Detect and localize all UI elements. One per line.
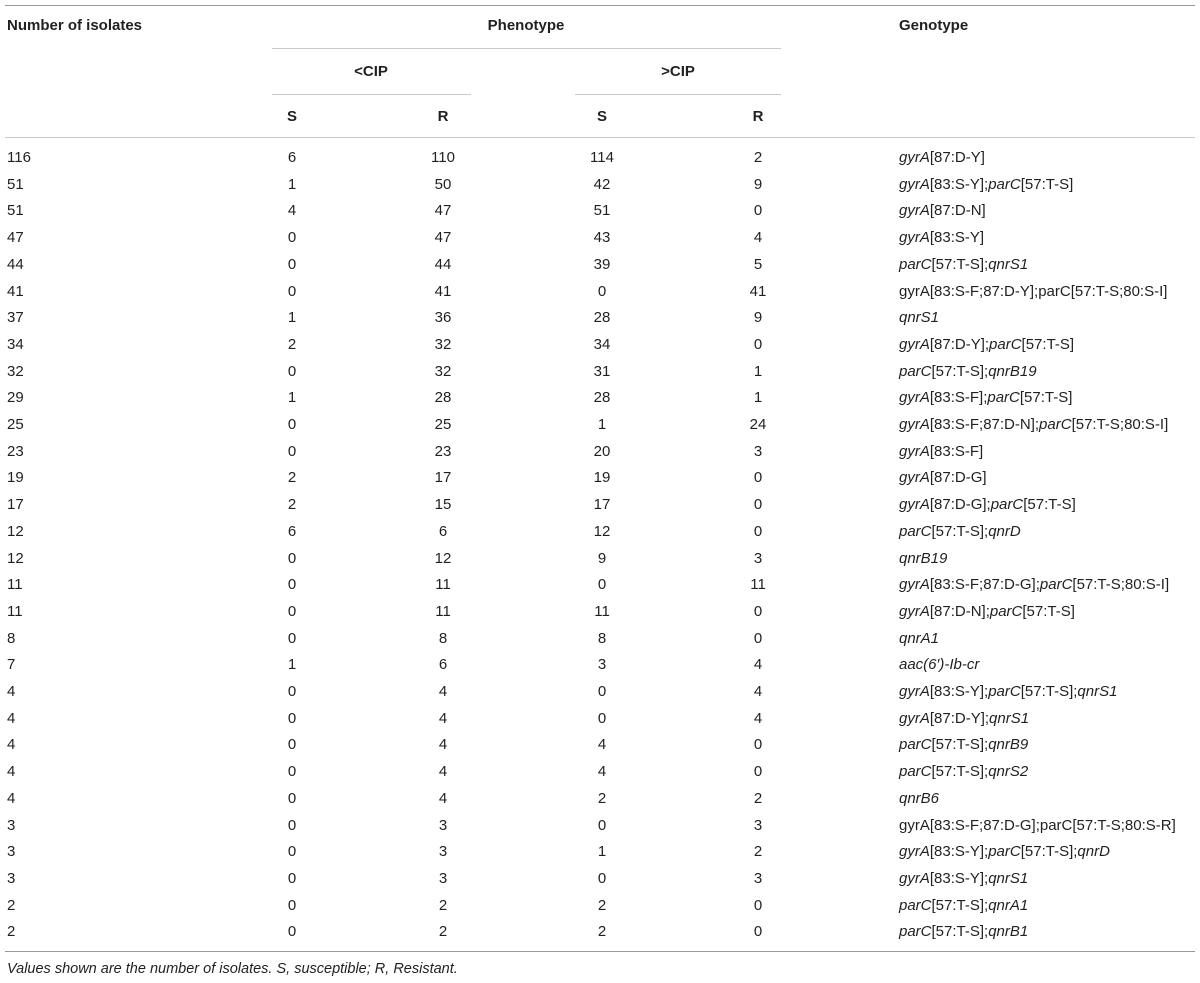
cell-lt-cip-s: 0: [287, 282, 297, 300]
genotype-segment: gyrA[83:S-F;87:D-G];parC[57:T-S;80:S-R]: [899, 816, 1176, 834]
cell-gt-cip-r: 0: [753, 335, 763, 353]
cell-gt-cip-s: 3: [597, 656, 607, 674]
header-gt-cip-r: R: [752, 108, 764, 125]
genotype-segment: gyrA: [899, 202, 930, 220]
cell-lt-cip-r: 23: [434, 442, 452, 460]
genotype-segment: gyrA: [899, 843, 930, 861]
table-bottom-rule: [5, 951, 1195, 952]
cell-gt-cip-s: 4: [597, 763, 607, 781]
header-number-of-isolates: Number of isolates: [7, 17, 143, 34]
genotype-segment: [57:T-S]: [1021, 335, 1075, 353]
cell-lt-cip-r: 4: [438, 683, 448, 700]
header-gt-cip-s: S: [596, 108, 608, 125]
cell-gt-cip-r: 11: [750, 576, 766, 594]
cell-genotype: [899, 817, 1176, 835]
cell-gt-cip-r: 4: [753, 656, 763, 674]
cell-gt-cip-s: 51: [593, 202, 611, 220]
genotype-segment: gyrA: [899, 576, 930, 594]
cell-lt-cip-s: 0: [287, 362, 297, 380]
genotype-segment: [57:T-S];: [1020, 843, 1078, 861]
cell-gt-cip-r: 4: [753, 683, 763, 700]
genotype-segment: gyrA: [899, 149, 930, 166]
genotype-segment: [87:D-N];: [929, 602, 990, 620]
genotype-segment: parC: [988, 175, 1021, 193]
cell-number-of-isolates: 37: [7, 309, 24, 327]
genotype-segment: parC: [989, 602, 1023, 620]
genotype-segment: qnrB9: [988, 736, 1029, 754]
cell-lt-cip-s: 0: [287, 602, 297, 620]
cell-gt-cip-s: 11: [594, 602, 610, 620]
genotype-segment: [87:D-Y];: [929, 709, 990, 727]
cell-gt-cip-s: 2: [597, 896, 607, 914]
cell-lt-cip-s: 0: [287, 869, 297, 887]
cell-number-of-isolates: 11: [7, 602, 23, 620]
cell-gt-cip-r: 0: [753, 602, 763, 620]
cell-gt-cip-s: 0: [597, 282, 607, 300]
cell-number-of-isolates: 41: [7, 282, 24, 300]
cell-gt-cip-r: 3: [753, 816, 763, 834]
cell-gt-cip-r: 0: [753, 202, 763, 220]
cell-lt-cip-s: 0: [287, 763, 297, 781]
cell-genotype: [899, 416, 1168, 434]
cell-lt-cip-r: 44: [434, 255, 452, 273]
header-lt-cip-s: S: [286, 108, 298, 125]
cell-lt-cip-r: 50: [434, 175, 452, 193]
cell-number-of-isolates: 17: [7, 496, 24, 514]
cell-lt-cip-s: 2: [287, 469, 297, 487]
genotype-segment: parC: [899, 522, 932, 540]
cell-lt-cip-s: 0: [287, 736, 297, 754]
genotype-segment: gyrA: [899, 442, 930, 460]
cell-number-of-isolates: 2: [7, 923, 16, 941]
cell-genotype: [899, 336, 1074, 354]
cell-gt-cip-s: 31: [593, 362, 611, 380]
cell-lt-cip-r: 4: [438, 736, 448, 754]
cell-lt-cip-s: 0: [287, 416, 297, 433]
gt-cip-underline: [575, 94, 781, 95]
cell-lt-cip-r: 28: [434, 389, 452, 407]
cell-gt-cip-r: 3: [753, 549, 763, 567]
lt-cip-underline: [272, 94, 471, 95]
genotype-segment: qnrB19: [988, 362, 1037, 380]
cell-gt-cip-s: 114: [590, 149, 614, 166]
cell-gt-cip-s: 28: [593, 309, 611, 327]
cell-gt-cip-r: 0: [753, 469, 763, 487]
cell-gt-cip-s: 0: [597, 683, 607, 700]
cell-lt-cip-r: 25: [434, 416, 452, 433]
cell-genotype: [899, 149, 985, 167]
cell-number-of-isolates: 23: [7, 442, 24, 460]
cell-genotype: [899, 202, 986, 220]
cell-genotype: [899, 603, 1075, 621]
cell-lt-cip-r: 17: [434, 469, 452, 487]
cell-gt-cip-r: 0: [753, 496, 763, 514]
cell-lt-cip-r: 6: [438, 522, 448, 540]
cell-lt-cip-s: 0: [287, 896, 297, 914]
genotype-segment: [57:T-S];: [931, 362, 989, 380]
cell-gt-cip-r: 24: [749, 416, 767, 433]
cell-number-of-isolates: 32: [7, 362, 24, 380]
cell-lt-cip-s: 1: [287, 389, 297, 407]
cell-lt-cip-s: 2: [287, 496, 297, 514]
genotype-segment: [87:D-Y];: [929, 335, 990, 353]
cell-genotype: [899, 363, 1037, 381]
cell-gt-cip-s: 0: [597, 709, 607, 727]
cell-lt-cip-s: 6: [287, 522, 297, 540]
cell-number-of-isolates: 4: [7, 763, 16, 781]
genotype-segment: [57:T-S];: [931, 255, 989, 273]
genotype-segment: qnrB19: [899, 549, 948, 567]
genotype-segment: [57:T-S];: [931, 923, 989, 941]
cell-genotype: [899, 443, 983, 461]
phenotype-underline: [272, 48, 781, 49]
genotype-segment: gyrA: [899, 869, 930, 887]
cell-lt-cip-s: 0: [287, 549, 297, 567]
cell-gt-cip-r: 9: [753, 175, 763, 193]
cell-lt-cip-r: 6: [438, 656, 448, 674]
cell-number-of-isolates: 3: [7, 869, 16, 887]
genotype-segment: parC: [899, 896, 932, 914]
cell-gt-cip-s: 17: [593, 496, 611, 514]
genotype-segment: [83:S-Y];: [929, 869, 989, 887]
genotype-segment: qnrA1: [988, 896, 1029, 914]
cell-gt-cip-r: 2: [753, 843, 763, 861]
cell-genotype: [899, 523, 1021, 541]
genotype-segment: qnrS1: [989, 709, 1030, 727]
cell-lt-cip-s: 0: [287, 923, 297, 941]
cell-genotype: [899, 283, 1167, 301]
header-lt-cip: <CIP: [354, 63, 388, 80]
genotype-segment: qnrS2: [988, 763, 1029, 781]
cell-lt-cip-s: 0: [287, 255, 297, 273]
genotype-segment: [87:D-N]: [929, 202, 986, 220]
cell-genotype: [899, 389, 1072, 407]
genotype-segment: [83:S-F;87:D-G];: [929, 576, 1040, 594]
cell-gt-cip-r: 1: [753, 389, 763, 407]
header-genotype: Genotype: [899, 17, 969, 34]
genotype-segment: parC: [988, 683, 1021, 700]
cell-gt-cip-s: 19: [593, 469, 611, 487]
genotype-segment: gyrA: [899, 335, 930, 353]
cell-genotype: [899, 550, 947, 568]
cell-lt-cip-r: 11: [435, 602, 451, 620]
genotype-segment: qnrA1: [899, 629, 940, 647]
cell-gt-cip-r: 3: [753, 442, 763, 460]
cell-number-of-isolates: 51: [7, 175, 24, 193]
cell-number-of-isolates: 12: [7, 549, 24, 567]
genotype-segment: [57:T-S];: [931, 522, 989, 540]
genotype-segment: gyrA: [899, 389, 930, 407]
genotype-segment: [83:S-Y]: [929, 229, 985, 247]
genotype-segment: [87:D-G];: [929, 496, 991, 514]
cell-lt-cip-s: 1: [287, 656, 297, 674]
genotype-segment: [87:D-Y]: [929, 149, 985, 166]
cell-lt-cip-r: 3: [438, 843, 448, 861]
genotype-segment: [57:T-S];: [931, 763, 989, 781]
cell-lt-cip-s: 0: [287, 843, 297, 861]
cell-lt-cip-r: 47: [434, 229, 452, 247]
cell-gt-cip-r: 1: [753, 362, 763, 380]
cell-number-of-isolates: 8: [7, 629, 16, 647]
cell-gt-cip-s: 2: [597, 789, 607, 807]
cell-gt-cip-s: 42: [593, 175, 611, 193]
cell-number-of-isolates: 29: [7, 389, 24, 407]
cell-gt-cip-s: 9: [597, 549, 607, 567]
cell-gt-cip-r: 5: [753, 255, 763, 273]
cell-genotype: [899, 870, 1028, 888]
cell-lt-cip-r: 47: [434, 202, 452, 220]
cell-gt-cip-s: 0: [597, 576, 607, 594]
genotype-segment: [83:S-Y];: [929, 175, 989, 193]
genotype-segment: qnrD: [1077, 843, 1110, 861]
cell-gt-cip-r: 3: [753, 869, 763, 887]
cell-genotype: [899, 576, 1169, 594]
genotype-segment: [83:S-Y];: [929, 683, 989, 700]
cell-gt-cip-s: 39: [593, 255, 611, 273]
genotype-segment: parC: [989, 335, 1022, 353]
cell-lt-cip-s: 2: [287, 335, 297, 353]
genotype-segment: gyrA: [899, 416, 930, 433]
genotype-segment: parC: [1039, 576, 1073, 594]
genotype-segment: gyrA: [899, 229, 930, 247]
cell-gt-cip-s: 1: [597, 416, 607, 433]
genotype-segment: gyrA: [899, 709, 930, 727]
cell-genotype: [899, 656, 979, 674]
genotype-segment: [83:S-F]: [929, 442, 984, 460]
cell-genotype: [899, 469, 987, 487]
genotype-segment: [57:T-S];: [931, 736, 989, 754]
cell-lt-cip-r: 3: [438, 816, 448, 834]
genotype-segment: [83:S-Y];: [929, 843, 989, 861]
cell-gt-cip-s: 2: [597, 923, 607, 941]
genotype-segment: qnrS1: [988, 255, 1029, 273]
cell-number-of-isolates: 44: [7, 255, 24, 273]
header-phenotype: Phenotype: [487, 17, 565, 34]
cell-gt-cip-s: 4: [597, 736, 607, 754]
cell-lt-cip-r: 36: [434, 309, 452, 327]
header-bottom-rule: [5, 137, 1195, 138]
cell-gt-cip-r: 9: [753, 309, 763, 327]
cell-gt-cip-r: 0: [753, 629, 763, 647]
cell-number-of-isolates: 51: [7, 202, 24, 220]
cell-lt-cip-r: 12: [434, 549, 452, 567]
genotype-segment: [57:T-S]: [1023, 496, 1076, 514]
genotype-segment: qnrB1: [988, 923, 1029, 941]
cell-lt-cip-s: 4: [287, 202, 297, 220]
genotype-segment: qnrS1: [1077, 683, 1118, 700]
cell-number-of-isolates: 3: [7, 843, 16, 861]
cell-genotype: [899, 736, 1028, 754]
cell-lt-cip-r: 11: [435, 576, 451, 594]
genotype-segment: gyrA: [899, 175, 930, 193]
cell-genotype: [899, 897, 1028, 915]
genotype-segment: parC: [899, 255, 932, 273]
cell-lt-cip-s: 6: [287, 149, 297, 166]
genotype-segment: gyrA: [899, 496, 930, 514]
cell-genotype: [899, 309, 939, 327]
cell-genotype: [899, 256, 1028, 274]
cell-gt-cip-s: 0: [597, 869, 607, 887]
cell-genotype: [899, 496, 1076, 514]
cell-lt-cip-r: 32: [434, 335, 452, 353]
cell-number-of-isolates: 19: [7, 469, 24, 487]
cell-lt-cip-r: 2: [438, 896, 448, 914]
cell-genotype: [899, 229, 984, 247]
cell-genotype: [899, 763, 1028, 781]
genotype-segment: qnrS1: [899, 309, 940, 327]
cell-lt-cip-s: 1: [287, 309, 297, 327]
cell-gt-cip-r: 4: [753, 709, 763, 727]
cell-number-of-isolates: 34: [7, 335, 24, 353]
cell-lt-cip-r: 41: [434, 282, 452, 300]
genotype-segment: gyrA: [899, 469, 930, 487]
cell-lt-cip-s: 0: [287, 576, 297, 594]
cell-gt-cip-s: 12: [593, 522, 611, 540]
cell-lt-cip-r: 4: [438, 789, 448, 807]
cell-number-of-isolates: 7: [7, 656, 16, 674]
cell-genotype: [899, 176, 1073, 194]
cell-lt-cip-r: 4: [438, 709, 448, 727]
genotype-segment: [57:T-S];: [1020, 683, 1078, 700]
cell-lt-cip-s: 0: [287, 629, 297, 647]
cell-lt-cip-s: 0: [287, 816, 297, 834]
table-top-rule: [5, 5, 1195, 6]
cell-genotype: [899, 923, 1028, 941]
header-lt-cip-r: R: [437, 108, 449, 125]
cell-genotype: [899, 843, 1110, 861]
genotype-segment: parC: [987, 389, 1020, 407]
cell-number-of-isolates: 4: [7, 709, 16, 727]
genotype-segment: parC: [899, 923, 932, 941]
table-footnote: Values shown are the number of isolates. S, susceptible; R, Resistant.: [7, 961, 458, 977]
cell-lt-cip-r: 3: [438, 869, 448, 887]
cell-genotype: [899, 630, 939, 648]
cell-lt-cip-r: 15: [434, 496, 452, 514]
cell-gt-cip-r: 0: [753, 763, 763, 781]
cell-gt-cip-s: 34: [593, 335, 611, 353]
cell-lt-cip-r: 32: [434, 362, 452, 380]
genotype-segment: [57:T-S]: [1022, 602, 1075, 620]
genotype-segment: parC: [988, 843, 1021, 861]
cell-number-of-isolates: 4: [7, 683, 16, 700]
cell-gt-cip-r: 0: [753, 896, 763, 914]
genotype-segment: [57:T-S]: [1020, 175, 1074, 193]
cell-gt-cip-r: 0: [753, 522, 763, 540]
cell-gt-cip-r: 2: [753, 149, 763, 166]
header-gt-cip: >CIP: [661, 63, 695, 80]
genotype-segment: qnrD: [988, 522, 1021, 540]
genotype-segment: parC: [899, 763, 932, 781]
cell-lt-cip-r: 8: [438, 629, 448, 647]
cell-number-of-isolates: 11: [7, 576, 23, 594]
cell-number-of-isolates: 2: [7, 896, 16, 914]
genotype-segment: parC: [899, 736, 932, 754]
cell-lt-cip-r: 2: [438, 923, 448, 941]
cell-lt-cip-s: 0: [287, 442, 297, 460]
genotype-segment: gyrA: [899, 683, 930, 700]
genotype-segment: [83:S-F];: [929, 389, 988, 407]
cell-gt-cip-r: 4: [753, 229, 763, 247]
genotype-segment: qnrS1: [988, 869, 1029, 887]
cell-number-of-isolates: 116: [7, 149, 31, 166]
cell-genotype: [899, 683, 1117, 701]
cell-number-of-isolates: 4: [7, 736, 16, 754]
cell-gt-cip-r: 0: [753, 736, 763, 754]
cell-number-of-isolates: 47: [7, 229, 24, 247]
cell-gt-cip-s: 0: [597, 816, 607, 834]
cell-lt-cip-r: 4: [438, 763, 448, 781]
genotype-segment: [87:D-G]: [929, 469, 987, 487]
cell-lt-cip-s: 1: [287, 175, 297, 193]
genotype-segment: [57:T-S;80:S-I]: [1071, 416, 1169, 433]
genotype-segment: [57:T-S;80:S-I]: [1072, 576, 1170, 594]
cell-gt-cip-s: 1: [597, 843, 607, 861]
cell-number-of-isolates: 25: [7, 416, 24, 433]
cell-number-of-isolates: 3: [7, 816, 16, 834]
cell-lt-cip-r: 110: [431, 149, 455, 166]
cell-gt-cip-r: 0: [753, 923, 763, 941]
genotype-segment: parC: [899, 362, 932, 380]
cell-lt-cip-s: 0: [287, 229, 297, 247]
cell-lt-cip-s: 0: [287, 683, 297, 700]
genotype-segment: [57:T-S]: [1019, 389, 1073, 407]
cell-genotype: [899, 790, 939, 808]
genotype-segment: gyrA[83:S-F;87:D-Y];parC[57:T-S;80:S-I]: [899, 282, 1168, 300]
cell-gt-cip-s: 8: [597, 629, 607, 647]
genotype-segment: parC: [1039, 416, 1072, 433]
cell-number-of-isolates: 12: [7, 522, 24, 540]
genotype-segment: aac(6′)-Ib-cr: [899, 656, 980, 674]
cell-gt-cip-r: 2: [753, 789, 763, 807]
genotype-segment: [83:S-F;87:D-N];: [929, 416, 1040, 433]
cell-lt-cip-s: 0: [287, 789, 297, 807]
cell-gt-cip-s: 20: [593, 442, 611, 460]
cell-lt-cip-s: 0: [287, 709, 297, 727]
cell-gt-cip-s: 43: [593, 229, 611, 247]
cell-genotype: [899, 710, 1029, 728]
cell-number-of-isolates: 4: [7, 789, 16, 807]
genotype-segment: parC: [990, 496, 1024, 514]
cell-gt-cip-s: 28: [593, 389, 611, 407]
genotype-segment: [57:T-S];: [931, 896, 989, 914]
genotype-segment: gyrA: [899, 602, 930, 620]
cell-gt-cip-r: 41: [749, 282, 767, 300]
genotype-segment: qnrB6: [899, 789, 940, 807]
